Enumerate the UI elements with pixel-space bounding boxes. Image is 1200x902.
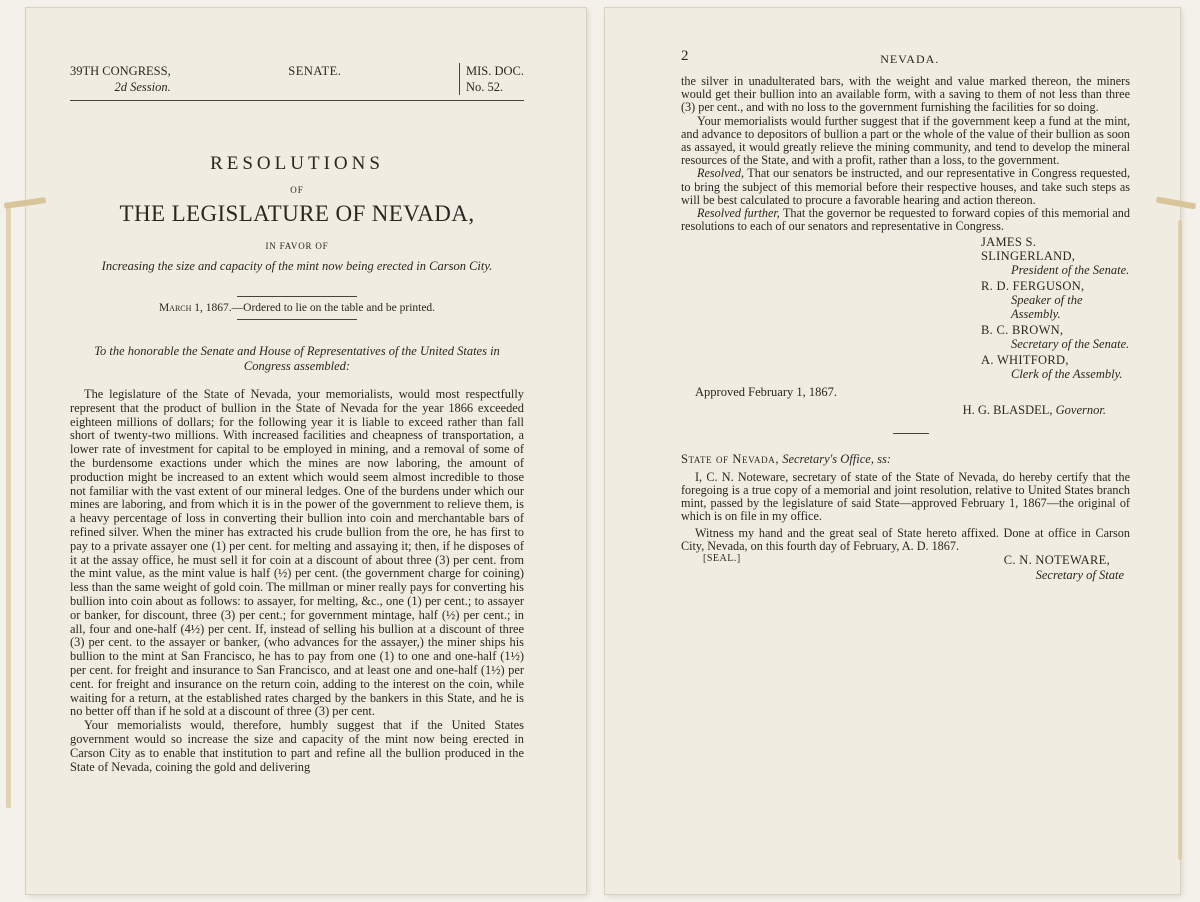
certificate-paragraph-2: Witness my hand and the great seal of State hereto affixed. Done at office in Carson City, Nevada, on this fourth day of February, A. D. 1867. [681, 526, 1130, 554]
subtitle: Increasing the size and capacity of the mint now being erected in Carson City. [101, 259, 493, 273]
running-title: NEVADA. [880, 52, 940, 66]
certificate-paragraph-1: I, C. N. Noteware, secretary of state of the State of Nevada, do hereby certify that the foregoing is a true copy of a memorial and joint resolution, relative to United States branch mint, passed by the legislature of said State—approved February 1, 1867—the original of which is on file in my office. [681, 470, 1130, 524]
secretary-title: Secretary of State [1035, 568, 1124, 583]
divider-rule [237, 319, 357, 320]
signatory-title: Speaker of the Assembly. [1011, 293, 1083, 322]
binding-thread [6, 208, 11, 808]
chamber-label: SENATE. [288, 64, 342, 78]
body-paragraph-1: The legislature of the State of Nevada, your memorialists, would most respectfully represent that the product of bullion in the State of Nevada for the year 1866 exceeded eighteen millions of dollars; for the following year it is liable to exceed rather than fall short of twenty-two millions. With increased facilities and cheapness of transportation, a lower rate of investment for capital to be employed in mining, and a removal of some of the burdensome exactions under which the mines are now laboring, the amount of production might be increased to an extent which would seem almost incredible to those not familiar with the vast extent of our mineral ledges. One of the burdens under which our mines are laboring, and from which it is in the power of the government to relieve them, is a heavy percentage of loss in converting their bullion into coin and merchantable bars of refined silver. When the miner has extracted his crude bullion from the ore, he has first to pay to a private assayer one (1) per cent. for melting and assaying it; then, if he disposes of it at the assay office, he must sell it for coin at a discount of about three (3) per cent. from the mint value, as the mint value is half (½) per cent. (the government charge for coining) less than the same weight of gold coin. The millman or miner really pays for converting his bullion into coin about as follows: to assayer, for melting, &c., one (1) per cent.; to assayer or banker, for discount, three (3) per cent.; for government mintage, half (½) per cent.; in all, four and one-half (4½) per cent. If, instead of selling his bullion at a discount of three (3) per cent. to the assayer or banker, (who advances for the assayer,) the miner ships his bullion to the mint at San Francisco, he has to pay from one (1) to one and one-half (1½) per cent. for freight and insurance to San Francisco, and at least one and one-half (1½) per cent. for freight and insurance on the return coin, adding to the interest on the coin, while waiting for a return, at the established rates charged by the bankers in this State, and he is no better off than if he sold at a discount of three (3) per cent. [70, 387, 524, 719]
doc-type-label: MIS. DOC. [466, 64, 524, 78]
page-number: 2 [681, 48, 690, 64]
signature-block [681, 235, 1130, 417]
certificate-heading [681, 452, 1130, 467]
seal-row [681, 553, 1130, 568]
governor-title: Governor. [1055, 403, 1106, 418]
binding-thread [1178, 220, 1182, 860]
congress-label: 39TH CONGRESS, [70, 64, 171, 78]
doc-number-label: No. 52. [466, 80, 504, 94]
approved-date: Approved February 1, 1867. [695, 385, 837, 400]
body-paragraph-2: Your memorialists would, therefore, humbly suggest that if the United States government would so increase the size and capacity of the mint now being erected in Carson City as to enable that institution to part and refine all the bullion produced in the State of Nevada, coining the gold and delivering [70, 718, 524, 774]
divider-rule [237, 296, 357, 297]
congress-session [70, 63, 171, 95]
resolved-further-paragraph [681, 207, 1130, 233]
signatory-name: B. C. BROWN, [981, 323, 1064, 338]
order-date: March 1, 1867 [158, 302, 229, 314]
continued-paragraph: the silver in unadulterated bars, with the weight and value marked thereon, the miners would get their bullion into an available form, with a saving to them of not less than three (3) per cent., and with no loss to the government furnishing the facilities for so doing. [681, 74, 1130, 115]
title-legislature: THE LEGISLATURE OF NEVADA, [119, 201, 475, 226]
right-page [605, 8, 1180, 894]
title-in-favor-of: IN FAVOR OF [265, 241, 329, 251]
seal-label: [SEAL.] [703, 553, 741, 565]
resolved-paragraph [681, 167, 1130, 207]
resolved-text: That our senators be instructed, and our representative in Congress requested, to bring the subject of this memorial before their respective houses, and take such steps as will be best calculated to procure a favorable hearing and action thereon. [681, 166, 1130, 207]
left-page [26, 8, 586, 894]
session-label: 2d Session. [114, 80, 171, 94]
cert-state: State of Nevada, [681, 452, 780, 467]
order-line [70, 302, 524, 314]
resolved-further-text: That the governor be requested to forward copies of this memorial and resolutions to each of our senators and representative in Congress. [681, 206, 1130, 234]
divider-rule [893, 433, 929, 434]
signatory-name: R. D. FERGUSON, [981, 279, 1085, 294]
order-text: .—Ordered to lie on the table and be printed. [228, 302, 436, 314]
signatory-title: President of the Senate. [1011, 263, 1130, 278]
governor-row [681, 403, 1130, 417]
signatory-name: JAMES S. SLINGERLAND, [981, 235, 1076, 264]
address-line: To the honorable the Senate and House of Representatives of the United States in Congress assembled: [94, 344, 500, 373]
approval-row [681, 385, 1130, 399]
resolved-further-label: Resolved further, [697, 206, 780, 221]
governor-name: H. G. BLASDEL, [962, 403, 1053, 418]
signatory-title: Clerk of the Assembly. [1011, 367, 1123, 382]
title-of: OF [290, 185, 304, 195]
secretary-name: C. N. NOTEWARE, [1003, 553, 1110, 568]
signatory-title: Secretary of the Senate. [1011, 337, 1130, 352]
resolved-label: Resolved, [697, 166, 745, 181]
title-resolutions: RESOLUTIONS [210, 153, 384, 174]
memorial-paragraph: Your memorialists would further suggest that if the government keep a fund at the mint, and advance to depositors of bullion a part or the whole of the value of their bullion as soon as assayed, it would greatly relieve the mining community, and tend to develop the mineral resources of the State, and with a profit, rather than a loss, to the government. [681, 113, 1130, 168]
governor-signature [963, 403, 1130, 417]
running-header [681, 48, 1130, 67]
cert-office: Secretary's Office, ss: [782, 452, 891, 467]
doc-number [459, 63, 524, 95]
signatory-name: A. WHITFORD, [981, 353, 1069, 368]
document-header [70, 63, 524, 101]
